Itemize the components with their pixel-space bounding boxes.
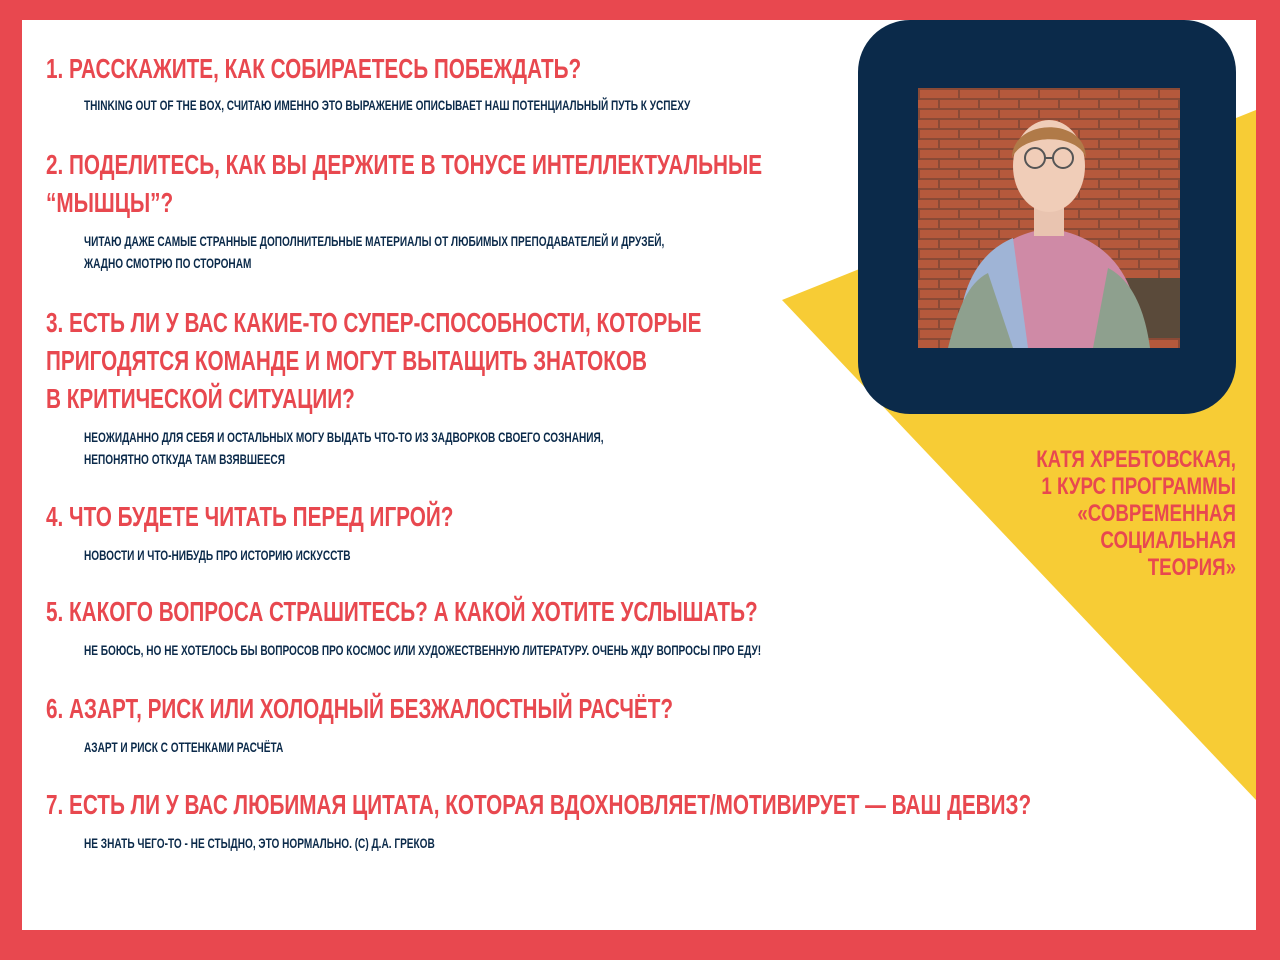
answer-7: НЕ ЗНАТЬ ЧЕГО-ТО - НЕ СТЫДНО, ЭТО НОРМАЛЬНО. (С) Д.А. ГРЕКОВ xyxy=(84,835,435,851)
caption-program-3: ТЕОРИЯ» xyxy=(1147,554,1236,581)
qa-item-2 xyxy=(46,146,1146,274)
question-7: 7. ЕСТЬ ЛИ У ВАС ЛЮБИМАЯ ЦИТАТА, КОТОРАЯ ВДОХНОВЛЯЕТ/МОТИВИРУЕТ — ВАШ ДЕВИЗ? xyxy=(46,789,1032,820)
caption-name: КАТЯ ХРЕБТОВСКАЯ, xyxy=(1036,446,1236,473)
question-2-line-1: 2. ПОДЕЛИТЕСЬ, КАК ВЫ ДЕРЖИТЕ В ТОНУСЕ ИНТЕЛЛЕКТУАЛЬНЫЕ xyxy=(46,149,763,180)
question-3-line-3: В КРИТИЧЕСКОЙ СИТУАЦИИ? xyxy=(46,383,355,414)
answer-2-line-1: ЧИТАЮ ДАЖЕ САМЫЕ СТРАННЫЕ ДОПОЛНИТЕЛЬНЫЕ МАТЕРИАЛЫ ОТ ЛЮБИМЫХ ПРЕПОДАВАТЕЛЕЙ И ДРУЗЕЙ, xyxy=(84,233,665,249)
question-6: 6. АЗАРТ, РИСК ИЛИ ХОЛОДНЫЙ БЕЗЖАЛОСТНЫЙ РАСЧЁТ? xyxy=(46,693,674,724)
question-1: 1. РАССКАЖИТЕ, КАК СОБИРАЕТЕСЬ ПОБЕЖДАТЬ? xyxy=(46,53,582,84)
poster-card xyxy=(22,20,1256,930)
answer-6: АЗАРТ И РИСК С ОТТЕНКАМИ РАСЧЁТА xyxy=(84,739,284,755)
qa-item-7 xyxy=(46,786,1146,854)
caption-program-1: «СОВРЕМЕННАЯ xyxy=(1077,500,1236,527)
answer-2-line-2: ЖАДНО СМОТРЮ ПО СТОРОНАМ xyxy=(84,255,252,271)
answer-3-line-1: НЕОЖИДАННО ДЛЯ СЕБЯ И ОСТАЛЬНЫХ МОГУ ВЫДАТЬ ЧТО-ТО ИЗ ЗАДВОРКОВ СВОЕГО СОЗНАНИЯ, xyxy=(84,429,604,445)
question-4: 4. ЧТО БУДЕТЕ ЧИТАТЬ ПЕРЕД ИГРОЙ? xyxy=(46,501,454,532)
answer-4: НОВОСТИ И ЧТО-НИБУДЬ ПРО ИСТОРИЮ ИСКУССТВ xyxy=(84,547,351,563)
question-2-line-2: “МЫШЦЫ”? xyxy=(46,187,174,218)
qa-item-4 xyxy=(46,498,1146,566)
qa-item-5 xyxy=(46,593,1146,661)
qa-item-6 xyxy=(46,690,1146,758)
caption-program-2: СОЦИАЛЬНАЯ xyxy=(1100,527,1236,554)
answer-1: THINKING OUT OF THE BOX, СЧИТАЮ ИМЕННО ЭТО ВЫРАЖЕНИЕ ОПИСЫВАЕТ НАШ ПОТЕНЦИАЛЬНЫЙ ПУТЬ К УСПЕХУ xyxy=(84,97,691,113)
question-3-line-1: 3. ЕСТЬ ЛИ У ВАС КАКИЕ-ТО СУПЕР-СПОСОБНОСТИ, КОТОРЫЕ xyxy=(46,307,702,338)
question-3-line-2: ПРИГОДЯТСЯ КОМАНДЕ И МОГУТ ВЫТАЩИТЬ ЗНАТОКОВ xyxy=(46,345,647,376)
answer-5: НЕ БОЮСЬ, НО НЕ ХОТЕЛОСЬ БЫ ВОПРОСОВ ПРО КОСМОС ИЛИ ХУДОЖЕСТВЕННУЮ ЛИТЕРАТУРУ. ОЧЕНЬ ЖДУ ВОПРОСЫ ПРО ЕДУ! xyxy=(84,642,762,658)
qa-item-1 xyxy=(46,50,1146,116)
question-5: 5. КАКОГО ВОПРОСА СТРАШИТЕСЬ? А КАКОЙ ХОТИТЕ УСЛЫШАТЬ? xyxy=(46,596,758,627)
caption-course: 1 КУРС ПРОГРАММЫ xyxy=(1041,473,1236,500)
qa-item-3 xyxy=(46,304,1146,470)
answer-3-line-2: НЕПОНЯТНО ОТКУДА ТАМ ВЗЯВШЕЕСЯ xyxy=(84,451,285,467)
